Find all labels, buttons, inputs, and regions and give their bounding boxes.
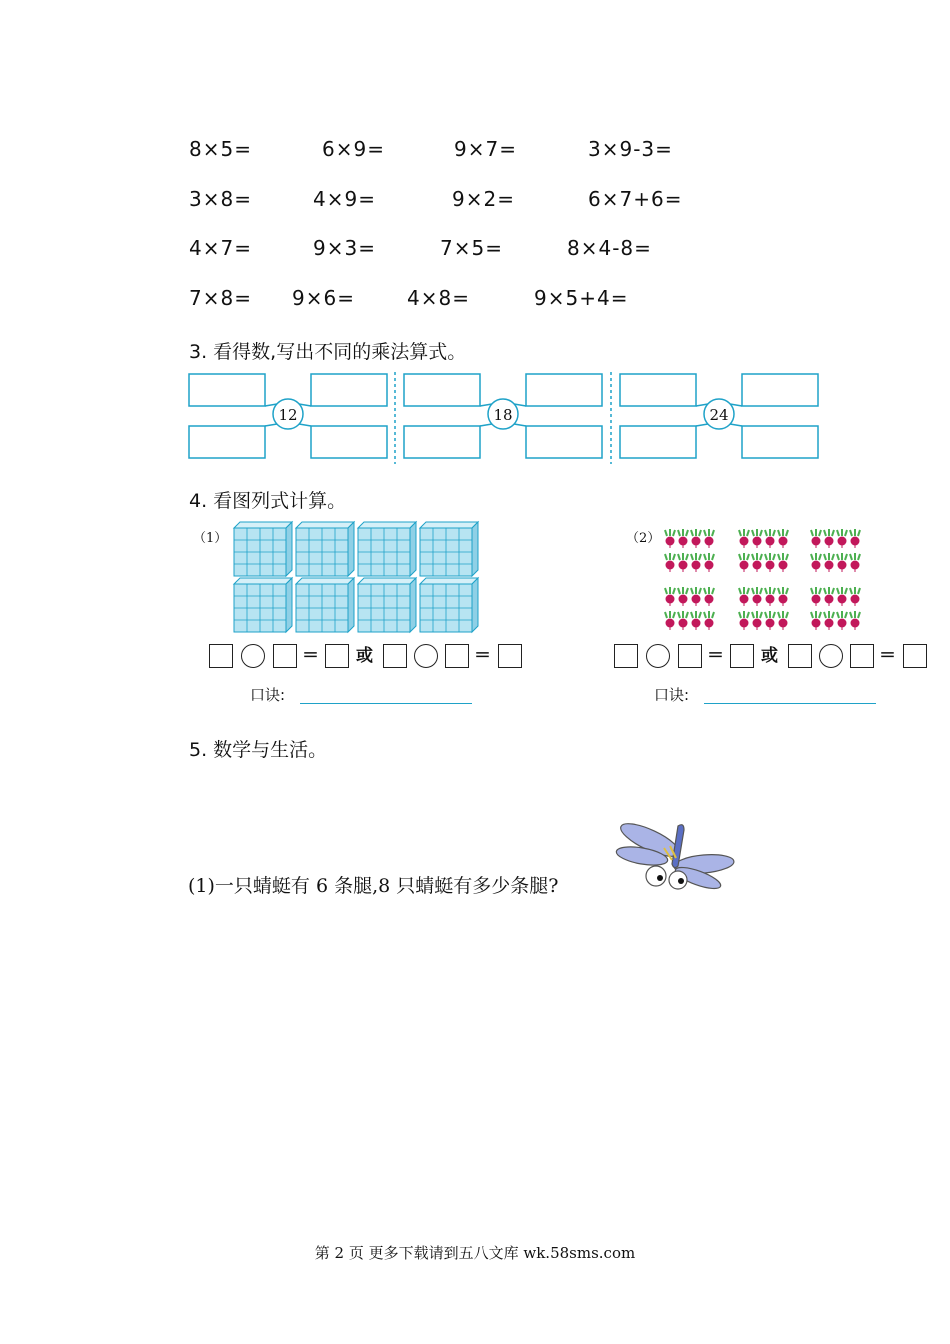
blank-box[interactable]: [903, 644, 927, 668]
answer-box: [620, 426, 696, 458]
number-web-diagram: [186, 370, 826, 466]
answer-box: [620, 374, 696, 406]
equation: 6×9=: [322, 137, 385, 161]
blank-box[interactable]: [273, 644, 297, 668]
equation: 7×8=: [189, 286, 252, 310]
equation: 3×8=: [189, 187, 252, 211]
equals-sign: ＝: [707, 646, 724, 666]
equation: 7×5=: [440, 236, 503, 260]
operator-circle[interactable]: [241, 644, 265, 668]
equation: 8×5=: [189, 137, 252, 161]
or-text: 或: [761, 646, 778, 666]
problem-text: (1)一只蜻蜓有 6 条腿,8 只蜻蜓有多少条腿?: [188, 875, 559, 897]
blank-box[interactable]: [445, 644, 469, 668]
page-footer: 第 2 页 更多下载请到五八文库 wk.58sms.com: [314, 1244, 636, 1262]
number-label: 18: [493, 406, 513, 424]
operator-circle[interactable]: [414, 644, 438, 668]
section4-title: 4. 看图列式计算。: [189, 490, 347, 512]
blank-box[interactable]: [498, 644, 522, 668]
operator-circle[interactable]: [646, 644, 670, 668]
blank-box[interactable]: [730, 644, 754, 668]
equation: 9×6=: [292, 286, 355, 310]
equals-sign: ＝: [879, 646, 896, 666]
blank-box[interactable]: [788, 644, 812, 668]
answer-box: [742, 426, 818, 458]
number-label: 12: [278, 406, 298, 424]
equals-sign: ＝: [302, 646, 319, 666]
or-text: 或: [356, 646, 373, 666]
equation: 4×7=: [189, 236, 252, 260]
number-label: 24: [709, 406, 729, 424]
problem1-label: （1）: [193, 531, 228, 546]
section5-title: 5. 数学与生活。: [189, 739, 328, 761]
answer-box: [189, 426, 265, 458]
equation: 4×9=: [313, 187, 376, 211]
answer-box: [404, 426, 480, 458]
blank-box[interactable]: [383, 644, 407, 668]
equation: 9×5+4=: [534, 286, 629, 310]
koujue-answer-line[interactable]: [300, 703, 472, 704]
equation: 4×8=: [407, 286, 470, 310]
koujue-label: 口诀:: [654, 686, 690, 704]
answer-box: [311, 426, 387, 458]
operator-circle[interactable]: [819, 644, 843, 668]
equals-sign: ＝: [474, 646, 491, 666]
equation: 3×9-3=: [588, 137, 673, 161]
blank-box[interactable]: [850, 644, 874, 668]
radish-picture: [660, 524, 872, 636]
equation: 9×3=: [313, 236, 376, 260]
section3-title: 3. 看得数,写出不同的乘法算式。: [189, 341, 467, 363]
answer-box: [526, 426, 602, 458]
answer-box: [404, 374, 480, 406]
answer-box: [311, 374, 387, 406]
equation: 9×2=: [452, 187, 515, 211]
cube-picture: [232, 520, 482, 635]
equation: 8×4-8=: [567, 236, 652, 260]
answer-box: [189, 374, 265, 406]
blank-box[interactable]: [325, 644, 349, 668]
answer-box: [742, 374, 818, 406]
koujue-answer-line[interactable]: [704, 703, 876, 704]
blank-box[interactable]: [209, 644, 233, 668]
equation: 6×7+6=: [588, 187, 683, 211]
koujue-label: 口诀:: [250, 686, 286, 704]
problem2-label: （2）: [626, 531, 661, 546]
blank-box[interactable]: [678, 644, 702, 668]
blank-box[interactable]: [614, 644, 638, 668]
answer-box: [526, 374, 602, 406]
equation: 9×7=: [454, 137, 517, 161]
dragonfly-picture: [612, 818, 736, 894]
